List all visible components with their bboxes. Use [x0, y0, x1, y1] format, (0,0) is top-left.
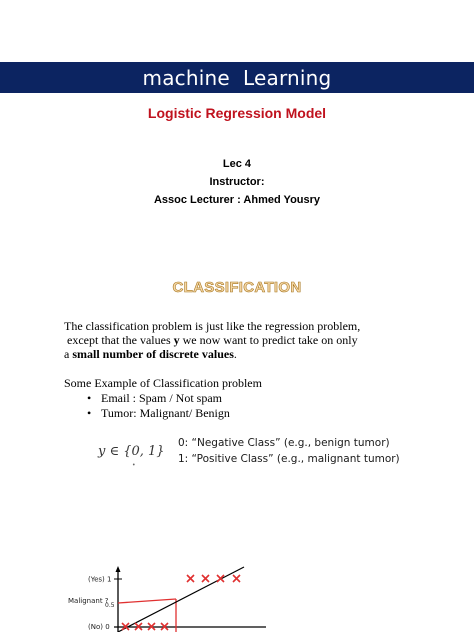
examples-heading: Some Example of Classification problem — [64, 376, 262, 390]
discrete-values-emphasis: small number of discrete values — [72, 347, 234, 361]
instructor-name: Assoc Lecturer : Ahmed Yousry — [153, 194, 321, 206]
formula-text: y ∈ {0, 1} — [98, 444, 165, 459]
x-marker-icon — [202, 575, 209, 582]
hypothesis-line — [118, 567, 244, 632]
label-threshold: 0.5 — [105, 602, 115, 609]
variable-y: y — [173, 333, 180, 347]
tumor-plot — [66, 563, 266, 632]
y-axis-arrow-icon — [116, 566, 121, 572]
title-banner — [0, 62, 474, 93]
x-marker-icon — [187, 575, 194, 582]
label-no: (No) 0 — [88, 623, 110, 631]
section-heading: CLASSIFICATION — [172, 279, 302, 296]
label-formula — [98, 444, 165, 469]
intro-line-1: The classification problem is just like the regression problem, — [64, 319, 361, 333]
label-yes: (Yes) 1 — [88, 575, 112, 584]
instructor-label: Instructor: — [209, 176, 265, 188]
lecture-subtitle: Logistic Regression Model — [147, 105, 327, 121]
intro-line-3-end: . — [233, 347, 237, 361]
malignant-markers — [187, 575, 240, 582]
intro-line-2-rest: we now want to predict take on only — [179, 333, 358, 347]
intro-paragraph — [64, 319, 444, 361]
list-item: • Tumor: Malignant/ Benign — [86, 406, 230, 421]
course-title: machine Learning — [142, 65, 332, 90]
intro-line-3-text: a — [64, 347, 73, 361]
negative-class-definition: 0: “Negative Class” (e.g., benign tumor) — [178, 437, 390, 449]
tumor-plot-svg — [66, 563, 266, 632]
intro-line-3 — [64, 347, 444, 361]
lecture-number: Lec 4 — [222, 158, 252, 170]
positive-class-definition: 1: “Positive Class” (e.g., malignant tumor) — [178, 453, 400, 465]
formula-dot: • — [132, 462, 136, 469]
list-item: • Email : Spam / Not spam — [86, 391, 230, 406]
label-malignant: Malignant ? — [68, 597, 109, 605]
threshold-line — [118, 599, 176, 603]
intro-line-2-text: except that the values — [67, 333, 174, 347]
examples-list — [86, 391, 230, 420]
x-marker-icon — [233, 575, 240, 582]
intro-line-2 — [64, 333, 444, 347]
